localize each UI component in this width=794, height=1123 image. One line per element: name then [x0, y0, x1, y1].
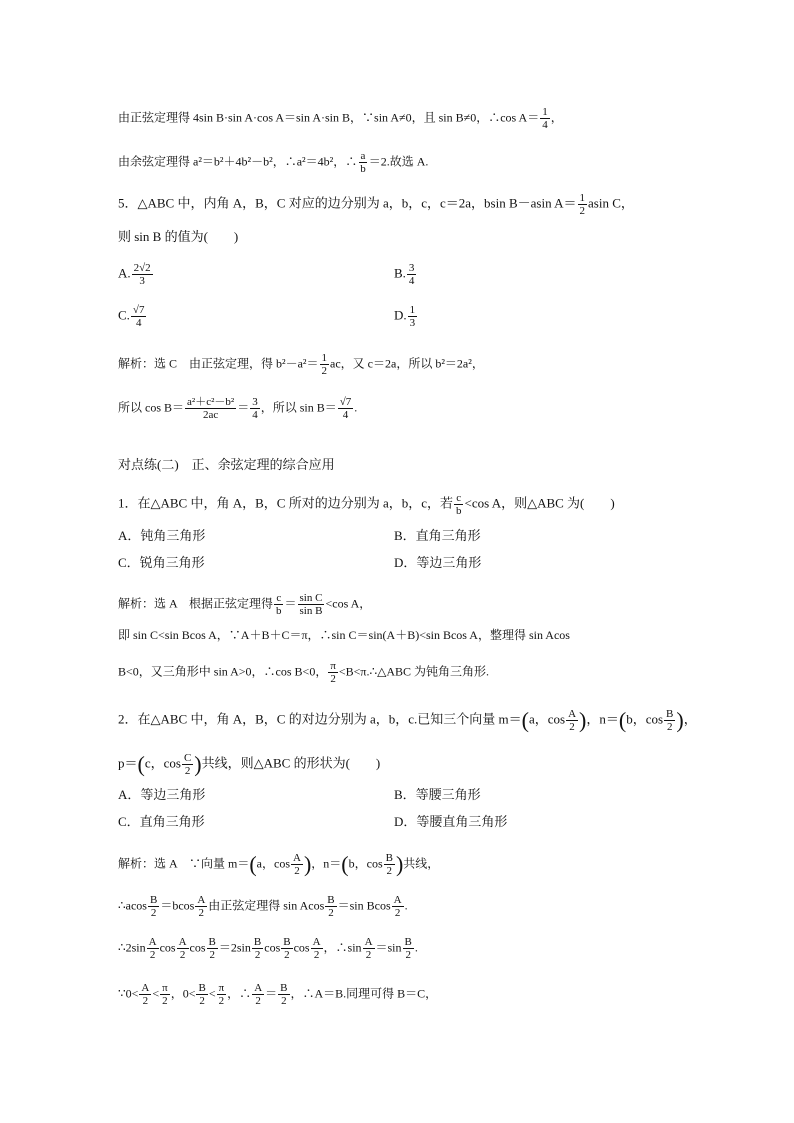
solution-5-line-2: 所以 cos B＝ $\frac{\text{a²＋c²－b²}}{2ac}$ ＝ $\frac{3}{4}$ ，所以 sin B＝ $\frac{√7}{4}$ . — [118, 396, 358, 421]
option-d[interactable]: D．等边三角形 — [394, 555, 482, 570]
fraction: $\frac{1}{4}$ — [542, 106, 548, 131]
option-a[interactable]: A．等边三角形 — [118, 787, 206, 802]
solution-1-line-3: B<0，又三角形中 sin A>0，∴cos B<0， $\frac{\pi}{2}$ <B<π.∴△ABC 为钝角三角形. — [118, 660, 490, 685]
text: 由正弦定理得 4sin B·sin A·cos A＝sin A·sin B，∵sin A≠0，且 sin B≠0，∴cos A＝ — [118, 110, 540, 125]
question-5-stem: 则 sin B 的值为( ) — [118, 229, 239, 244]
solution-line-2: 由余弦定理得 a²＝b²＋4b²－b²，∴a²＝4b²，∴ $\frac{a}{b}$ ＝2.故选 A. — [118, 150, 429, 175]
question-2: 2．在△ABC 中，角 A，B，C 的对边分别为 a，b，c.已知三个向量 m＝(a，cos $\frac{A}{2}$ )，n＝(b，cos $\frac{B}{2}$ )， — [118, 707, 697, 733]
question-2-stem: p＝(c，cos $\frac{C}{2}$ )共线，则△ABC 的形状为( ) — [118, 751, 381, 777]
option-b[interactable]: B．直角三角形 — [394, 528, 481, 543]
question-5: 5．△ABC 中，内角 A，B，C 对应的边分别为 a，b，c，c＝2a，bsin B－asin A＝ $\frac{1}{2}$ asin C， — [118, 192, 634, 217]
option-d[interactable]: D. $\frac{1}{3}$ — [394, 304, 416, 329]
solution-2-line-3: ∴2sin $\frac{A}{2}$ cos $\frac{A}{2}$ cos $\frac{B}{2}$ ＝2sin $\frac{B}{2}$ cos $\frac{B}{2}$ cos $\frac{A}{2}$ ，∴sin $\frac{A}{2}$ ＝sin $\frac{B}{2}$ . — [118, 936, 418, 961]
solution-2-line-2: ∴acos $\frac{B}{2}$ ＝bcos $\frac{A}{2}$ 由正弦定理得 sin Acos $\frac{B}{2}$ ＝sin Bcos $\frac{A}{2}$ . — [118, 894, 408, 919]
option-a[interactable]: A. $\frac{2√2}{3}$ — [118, 262, 151, 287]
solution-1-line-2: 即 sin C<sin Bcos A，∵A＋B＋C＝π，∴sin C＝sin(A＋B)<sin Bcos A，整理得 sin Acos — [118, 628, 570, 642]
option-a[interactable]: A．钝角三角形 — [118, 528, 206, 543]
solution-2-line-1: 解析：选 A ∵向量 m＝(a，cos $\frac{A}{2}$ )，n＝(b，cos $\frac{B}{2}$ )共线， — [118, 851, 440, 877]
question-1: 1．在△ABC 中，角 A，B，C 所对的边分别为 a，b，c，若 $\frac{c}{b}$ <cos A，则△ABC 为( ) — [118, 492, 615, 517]
option-c[interactable]: C. $\frac{√7}{4}$ — [118, 304, 145, 329]
section-title: 对点练(二) 正、余弦定理的综合应用 — [118, 457, 335, 472]
fraction: $\frac{a}{b}$ — [360, 150, 366, 175]
option-b[interactable]: B. $\frac{3}{4}$ — [394, 262, 415, 287]
option-d[interactable]: D．等腰直角三角形 — [394, 814, 508, 829]
solution-2-line-4: ∵0< $\frac{A}{2}$ < $\frac{\pi}{2}$ ，0< $\frac{B}{2}$ < $\frac{\pi}{2}$ ，∴ $\frac{A}{2}$ ＝ $\frac{B}{2}$ ，∴A＝B.同理可得 B＝C， — [118, 982, 438, 1007]
option-b[interactable]: B．等腰三角形 — [394, 787, 481, 802]
solution-1-line-1: 解析：选 A 根据正弦定理得 $\frac{c}{b}$ ＝ $\frac{\text{sin C}}{\text{sin B}}$ <cos A， — [118, 592, 372, 617]
option-c[interactable]: C．直角三角形 — [118, 814, 205, 829]
option-c[interactable]: C．锐角三角形 — [118, 555, 205, 570]
solution-5-line-1: 解析：选 C 由正弦定理，得 b²－a²＝ $\frac{1}{2}$ ac，又 c＝2a，所以 b²＝2a²， — [118, 352, 484, 377]
solution-line-1: 由正弦定理得 4sin B·sin A·cos A＝sin A·sin B，∵sin A≠0，且 sin B≠0，∴cos A＝ $\frac{1}{4}$ ， — [118, 106, 563, 131]
